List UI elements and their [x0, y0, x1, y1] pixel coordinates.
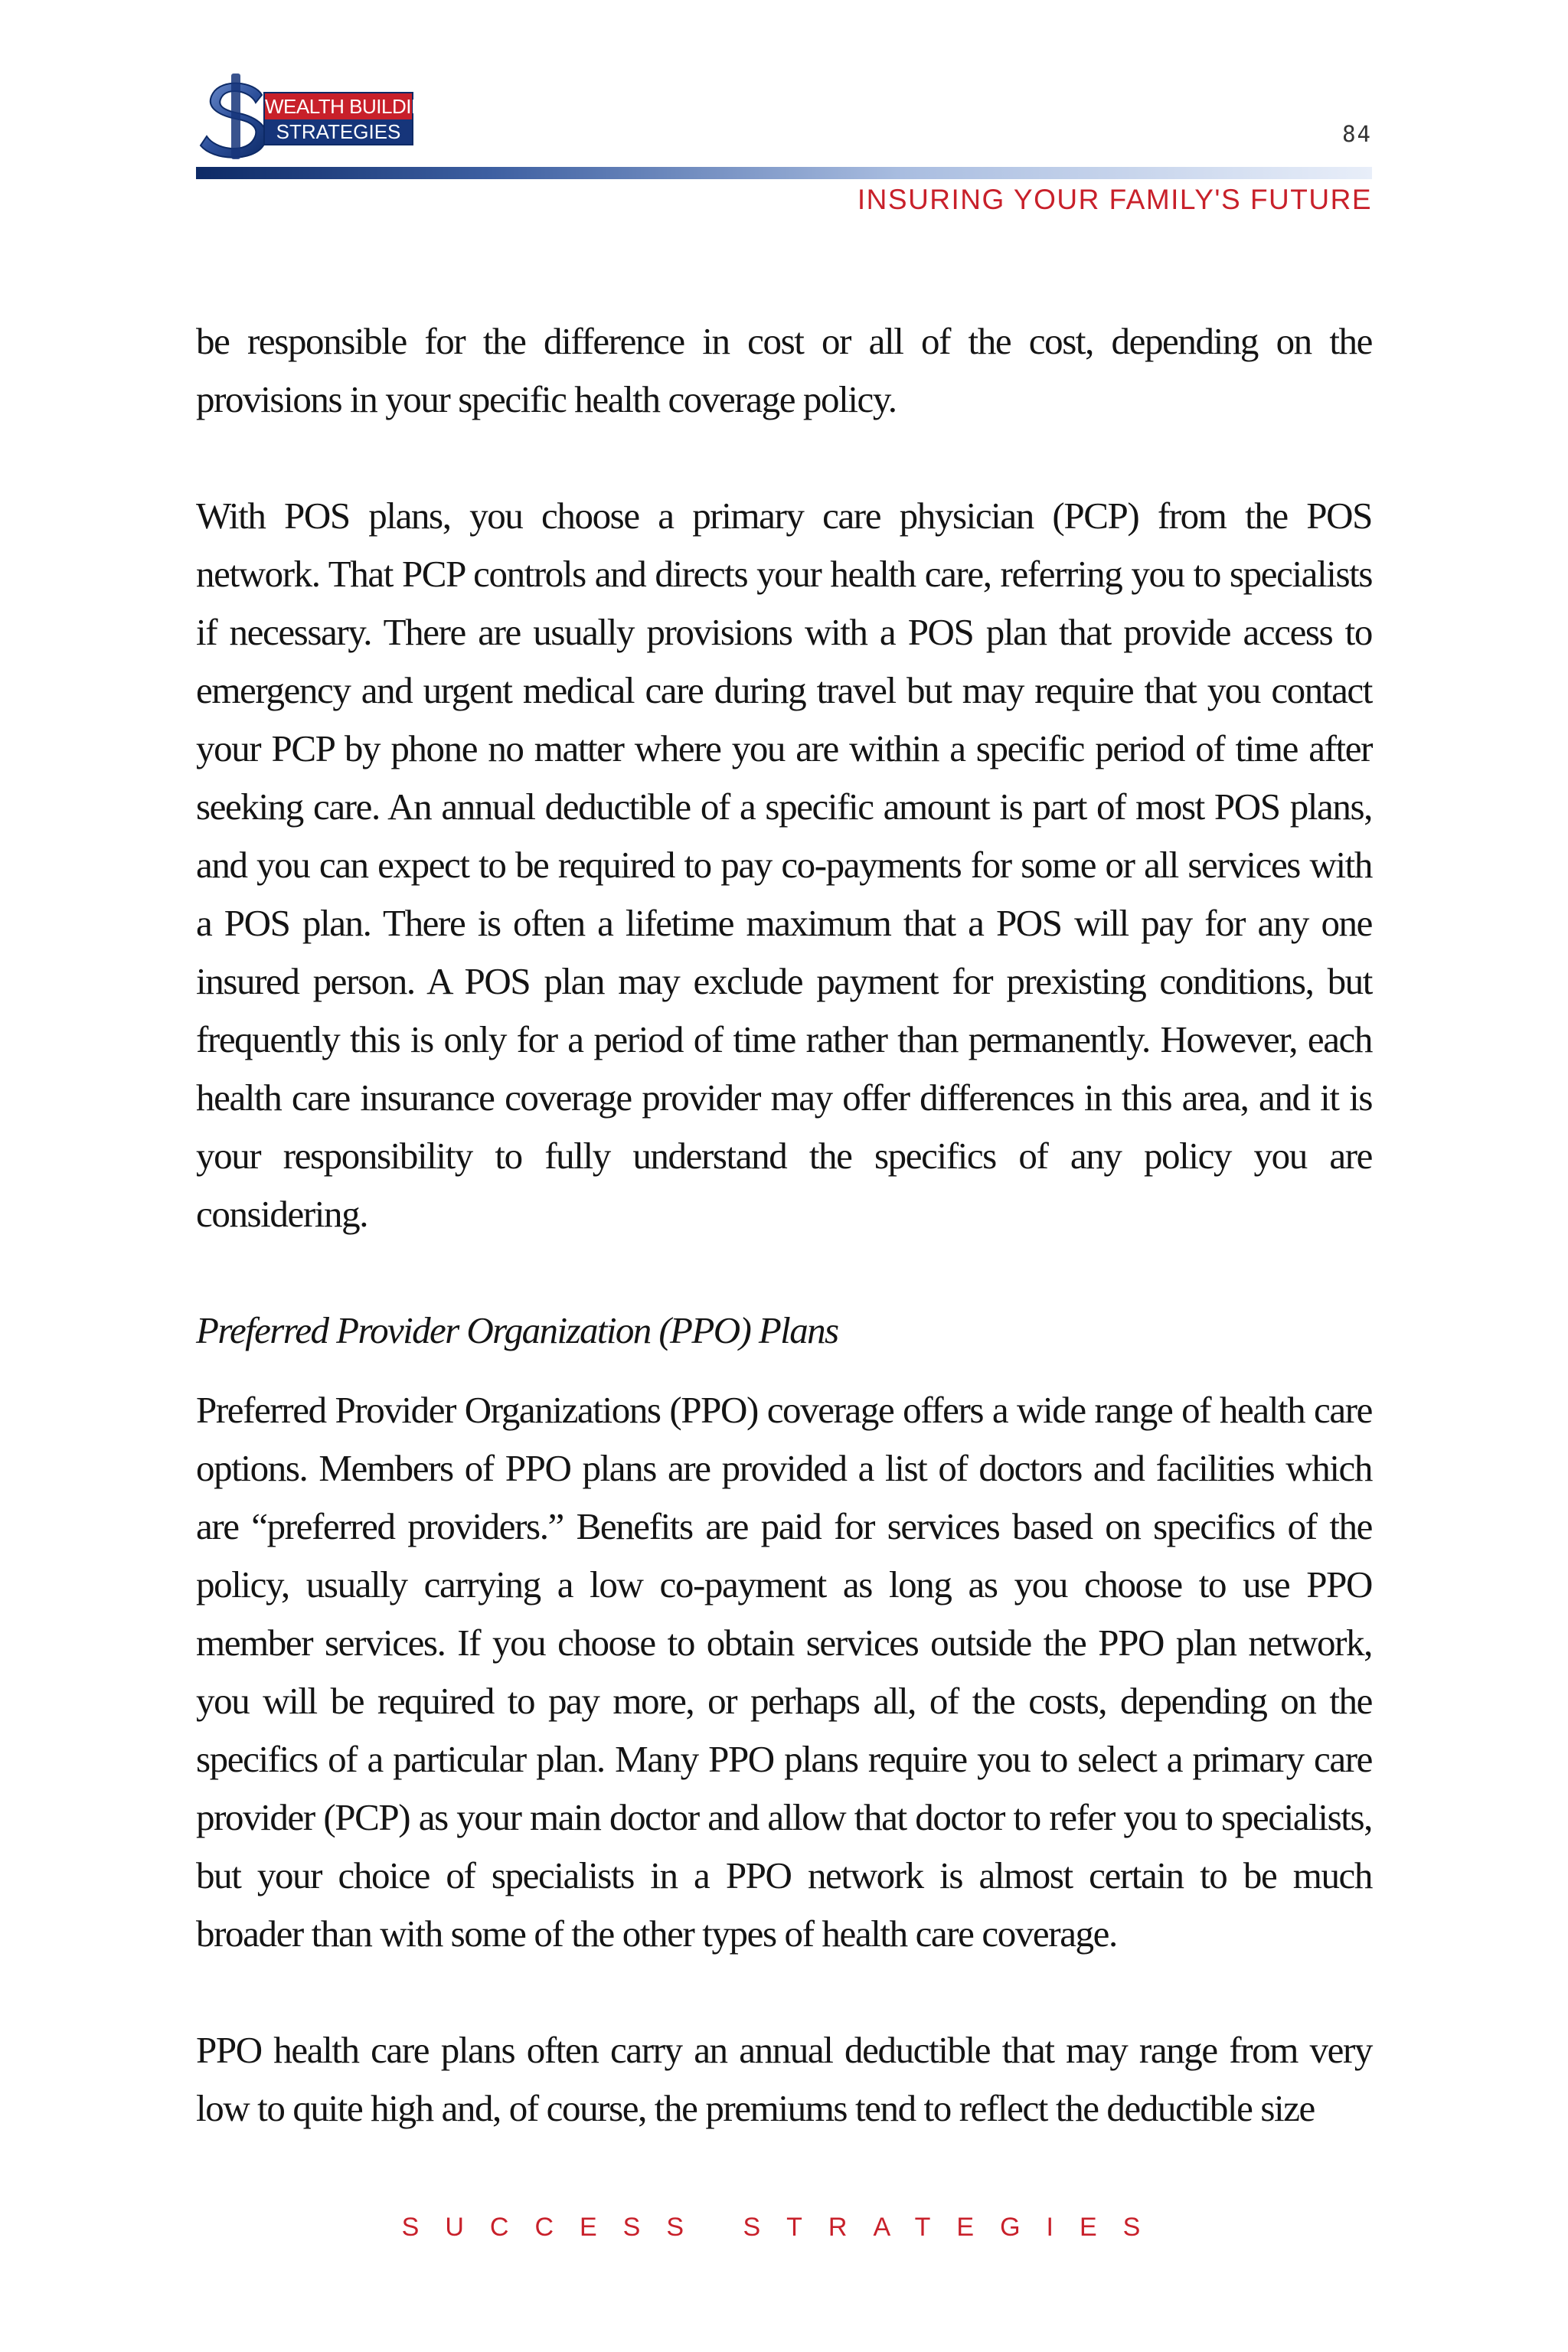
page-number: 84: [1342, 121, 1372, 147]
running-section-title: INSURING YOUR FAMILY'S FUTURE: [857, 184, 1372, 215]
logo-text-wealth-building: WEALTH BUILDING: [265, 95, 440, 118]
logo-banner: [263, 92, 440, 145]
wealth-building-strategies-logo: [193, 69, 440, 164]
section-subheading: Preferred Provider Organization (PPO) Plans: [196, 1309, 838, 1351]
body-text: [196, 312, 1372, 2138]
footer-tagline: SUCCESS STRATEGIES: [401, 2213, 1167, 2242]
logo-text-strategies: STRATEGIES: [265, 119, 412, 144]
paragraph: be responsible for the difference in cost or all of the cost, depending on the provisions in your specific health coverage policy.: [196, 320, 1372, 420]
paragraph: With POS plans, you choose a primary care physician (PCP) from the POS network. That PCP controls and directs your health care, referring you to specialists if necessary. There are usually provisions with a POS plan that provide access to emergency and urgent medical care during travel but may require that you contact your PCP by phone no matter where you are within a specific period of time after seeking care. An annual deductible of a specific amount is part of most POS plans, and you can expect to be required to pay co-payments for some or all services with a POS plan. There is often a lifetime maximum that a POS will pay for any one insured person. A POS plan may exclude payment for prexisting conditions, but frequently this is only for a period of time rather than permanently. However, each health care insurance coverage provider may offer differences in this area, and it is your responsibility to fully understand the specifics of any policy you are considering.: [196, 495, 1372, 1235]
header-gradient-rule: [196, 167, 1372, 179]
paragraph: PPO health care plans often carry an annual deductible that may range from very low to quite high and, of course, the premiums tend to reflect the deductible size: [196, 2029, 1372, 2129]
paragraph: Preferred Provider Organizations (PPO) coverage offers a wide range of health care options. Members of PPO plans are provided a list of doctors and facilities which are “preferred providers.” Benefits are paid for services based on specifics of the policy, usually carrying a low co-payment as long as you choose to use PPO member services. If you choose to obtain services outside the PPO plan network, you will be required to pay more, or perhaps all, of the costs, depending on the specifics of a particular plan. Many PPO plans require you to select a primary care provider (PCP) as your main doctor and allow that doctor to refer you to specialists, but your choice of specialists in a PPO network is almost certain to be much broader than with some of the other types of health care coverage.: [196, 1389, 1372, 1955]
